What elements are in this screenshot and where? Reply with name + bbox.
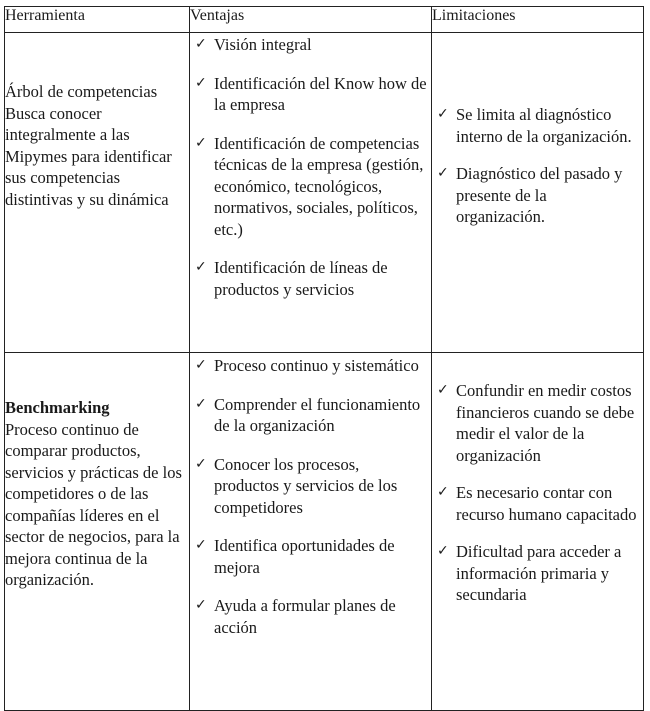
tool-cell [5, 353, 190, 711]
check-icon: ✓ [195, 134, 207, 151]
list-item: ✓ Identificación de competencias técnicas de la empresa (gestión, económico, tecnológicos, normativos, sociales, políticos, etc.) [195, 133, 424, 239]
tool-name: Árbol de competencias [5, 82, 158, 101]
list-item: ✓ Dificultad para acceder a información primaria y secundaria [437, 542, 622, 604]
list-item: ✓ Proceso continuo y sistemático [195, 356, 419, 375]
header-ventajas: Ventajas [190, 7, 432, 33]
list-item: ✓ Es necesario contar con recurso humano capacitado [437, 483, 637, 524]
limitaciones-cell [432, 33, 644, 353]
header-limitaciones: Limitaciones [432, 7, 644, 33]
table-row [5, 353, 644, 711]
list-item: ✓ Visión integral [195, 35, 312, 54]
check-icon: ✓ [195, 537, 207, 553]
tool-description: Busca conocer integralmente a las Mipymes para identificar sus competencias distintivas y su dinámica [5, 103, 172, 209]
check-icon: ✓ [437, 484, 449, 500]
tool-cell [5, 33, 190, 353]
table-row [5, 33, 644, 353]
list-item: ✓ Comprender el funcionamiento de la organización [195, 394, 421, 435]
header-row [5, 7, 644, 33]
check-icon: ✓ [195, 395, 207, 412]
limitaciones-cell [432, 353, 644, 711]
check-icon: ✓ [437, 543, 449, 559]
list-item: ✓ Identificación de líneas de productos y servicios [195, 258, 388, 299]
check-icon: ✓ [437, 106, 449, 122]
tools-table [4, 6, 644, 711]
check-icon: ✓ [195, 259, 207, 275]
ventajas-cell [190, 353, 432, 711]
list-item: ✓ Identificación del Know how de la empresa [195, 73, 427, 114]
check-icon: ✓ [195, 357, 207, 373]
tool-name: Benchmarking [5, 398, 110, 417]
tool-description: Proceso continuo de comparar productos, servicios y prácticas de los competidores o de las compañías líderes en el sector de negocios, para la mejora continua de la organización. [5, 419, 182, 589]
check-icon: ✓ [437, 165, 449, 181]
check-icon: ✓ [437, 382, 449, 398]
list-item: ✓ Confundir en medir costos financieros cuando se debe medir el valor de la organización [437, 381, 635, 465]
check-icon: ✓ [195, 455, 207, 472]
check-icon: ✓ [195, 36, 207, 52]
ventajas-cell [190, 33, 432, 353]
header-herramienta: Herramienta [5, 7, 190, 33]
list-item: ✓ Se limita al diagnóstico interno de la organización. [437, 105, 632, 146]
list-item: ✓ Ayuda a formular planes de acción [195, 596, 396, 637]
list-item: ✓ Conocer los procesos, productos y servicios de los competidores [195, 454, 398, 517]
list-item: ✓ Diagnóstico del pasado y presente de la organización. [437, 164, 623, 226]
check-icon: ✓ [195, 74, 207, 91]
check-icon: ✓ [195, 597, 207, 613]
list-item: ✓ Identifica oportunidades de mejora [195, 536, 395, 577]
